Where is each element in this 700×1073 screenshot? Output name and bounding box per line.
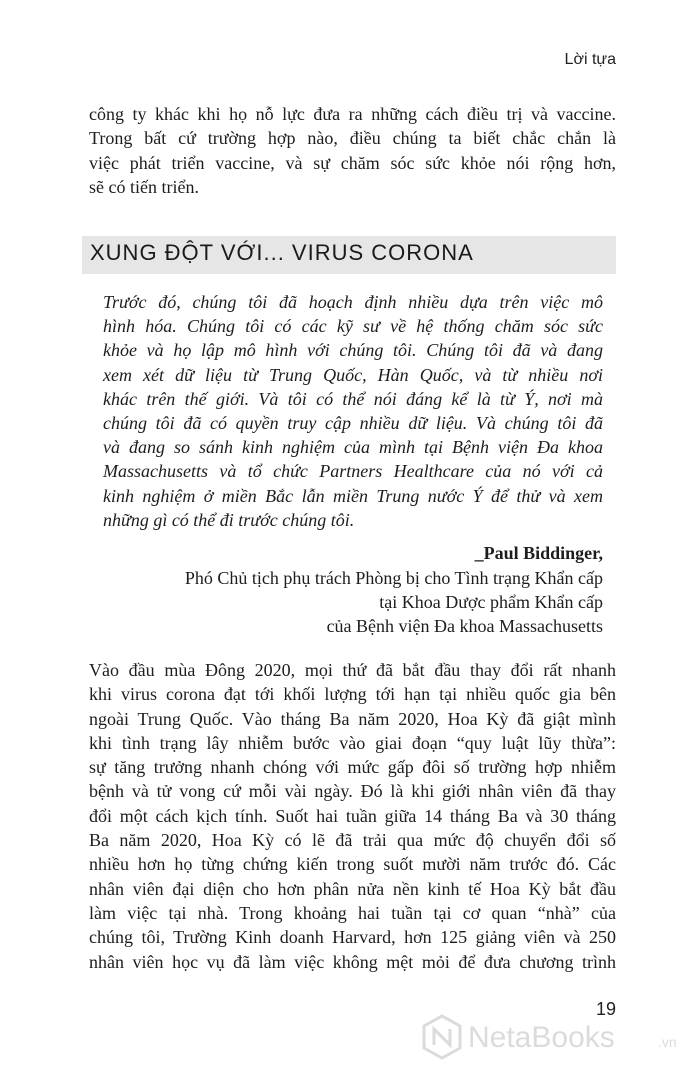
text-line: bệnh và tử vong cứ mỗi vài ngày. Đó là khi giới nhân viên đã thay — [89, 781, 616, 802]
text-line: nhân viên đại diện cho hơn phân nửa nền kinh tế Hoa Kỳ bắt đầu — [89, 878, 616, 899]
text-line: khi tình trạng lây nhiễm bước vào giai đoạn “quy luật lũy thừa”: — [89, 732, 616, 753]
text-line: sự tăng trưởng nhanh chóng với mức gấp đôi số trường hợp nhiễm — [89, 757, 616, 778]
quote-line: Trước đó, chúng tôi đã hoạch định nhiều dựa trên việc mô — [103, 292, 603, 312]
quote-line: chúng tôi đã có quyền truy cập nhiều dữ liệu. Và chúng tôi đã — [103, 413, 603, 434]
epigraph-quote — [103, 290, 603, 532]
text-line: chúng tôi, Trường Kinh doanh Harvard, hơn 125 giảng viên và 250 — [89, 927, 616, 948]
author-title-line: của Bệnh viện Đa khoa Massachusetts — [326, 616, 603, 636]
text-line: nhiều hơn họ từng chứng kiến trong suốt mười năm trước đó. Các — [89, 854, 616, 875]
page-number: 19 — [595, 999, 616, 1019]
text-line: Vào đầu mùa Đông 2020, mọi thứ đã bắt đầu thay đổi rất nhanh — [89, 660, 616, 680]
netabooks-watermark-logo — [420, 1012, 690, 1062]
author-title-line: Phó Chủ tịch phụ trách Phòng bị cho Tình trạng Khẩn cấp — [184, 568, 603, 588]
text-line: ngoài Trung Quốc. Vào tháng Ba năm 2020, Hoa Kỳ đã giật mình — [89, 708, 616, 729]
text-line: làm việc tại nhà. Trong khoảng hai tuần tại cơ quan “nhà” của — [89, 902, 616, 923]
quote-line: khác trên thế giới. Và tôi có thể nói đáng kể là từ Ý, nơi mà — [103, 388, 603, 409]
quote-line: những gì có thể đi trước chúng tôi. — [103, 509, 355, 530]
text-line: nhân viên học vụ đã làm việc không mệt mỏi để đưa chương trình — [89, 951, 616, 972]
text-line: đổi một cách kịch tính. Suốt hai tuần giữa 14 tháng Ba và 30 tháng — [89, 805, 616, 826]
netabooks-logo-icon — [424, 1016, 460, 1058]
author-title-line: tại Khoa Dược phẩm Khẩn cấp — [379, 592, 603, 612]
quote-author: _Paul Biddinger, — [474, 543, 603, 563]
quote-line: hình hóa. Chúng tôi có các kỹ sư về hệ thống chăm sóc sức — [103, 316, 603, 337]
text-line: sẽ có tiến triển. — [89, 176, 199, 197]
text-line: việc phát triển vaccine, và sự chăm sóc sức khỏe nói rộng hơn, — [89, 152, 616, 173]
text-line: Trong bất cứ trường hợp nào, điều chúng ta biết chắc chắn là — [89, 128, 616, 149]
quote-line: và đang so sánh kinh nghiệm của mình tại Bệnh viện Đa khoa — [103, 437, 603, 458]
section-heading-bar — [82, 236, 616, 274]
watermark-suffix-text: .vn — [658, 1034, 677, 1050]
section-title: XUNG ĐỘT VỚI... VIRUS CORONA — [90, 240, 474, 265]
running-head: Lời tựa — [564, 51, 616, 68]
quote-line: xem xét dữ liệu từ Trung Quốc, Hàn Quốc, và từ nhiều nơi — [103, 364, 603, 385]
text-line: công ty khác khi họ nỗ lực đưa ra những cách điều trị và vaccine. — [89, 104, 616, 124]
watermark-brand-text: NetaBooks — [468, 1021, 615, 1054]
body-paragraph — [89, 658, 616, 974]
quote-line: khỏe và họ lập mô hình với chúng tôi. Chúng tôi đã và đang — [103, 340, 603, 361]
intro-paragraph — [89, 102, 616, 199]
text-line: khi virus corona đạt tới khối lượng tới hạn tại nhiều quốc gia bên — [89, 684, 616, 705]
text-line: Ba năm 2020, Hoa Kỳ có lẽ đã trải qua mức độ chuyển đổi số — [89, 830, 616, 851]
quote-line: Massachusetts và tổ chức Partners Healthcare của nó với cả — [103, 461, 603, 482]
quote-line: kinh nghiệm ở miền Bắc lẫn miền Trung nước Ý để thử và xem — [103, 485, 603, 506]
